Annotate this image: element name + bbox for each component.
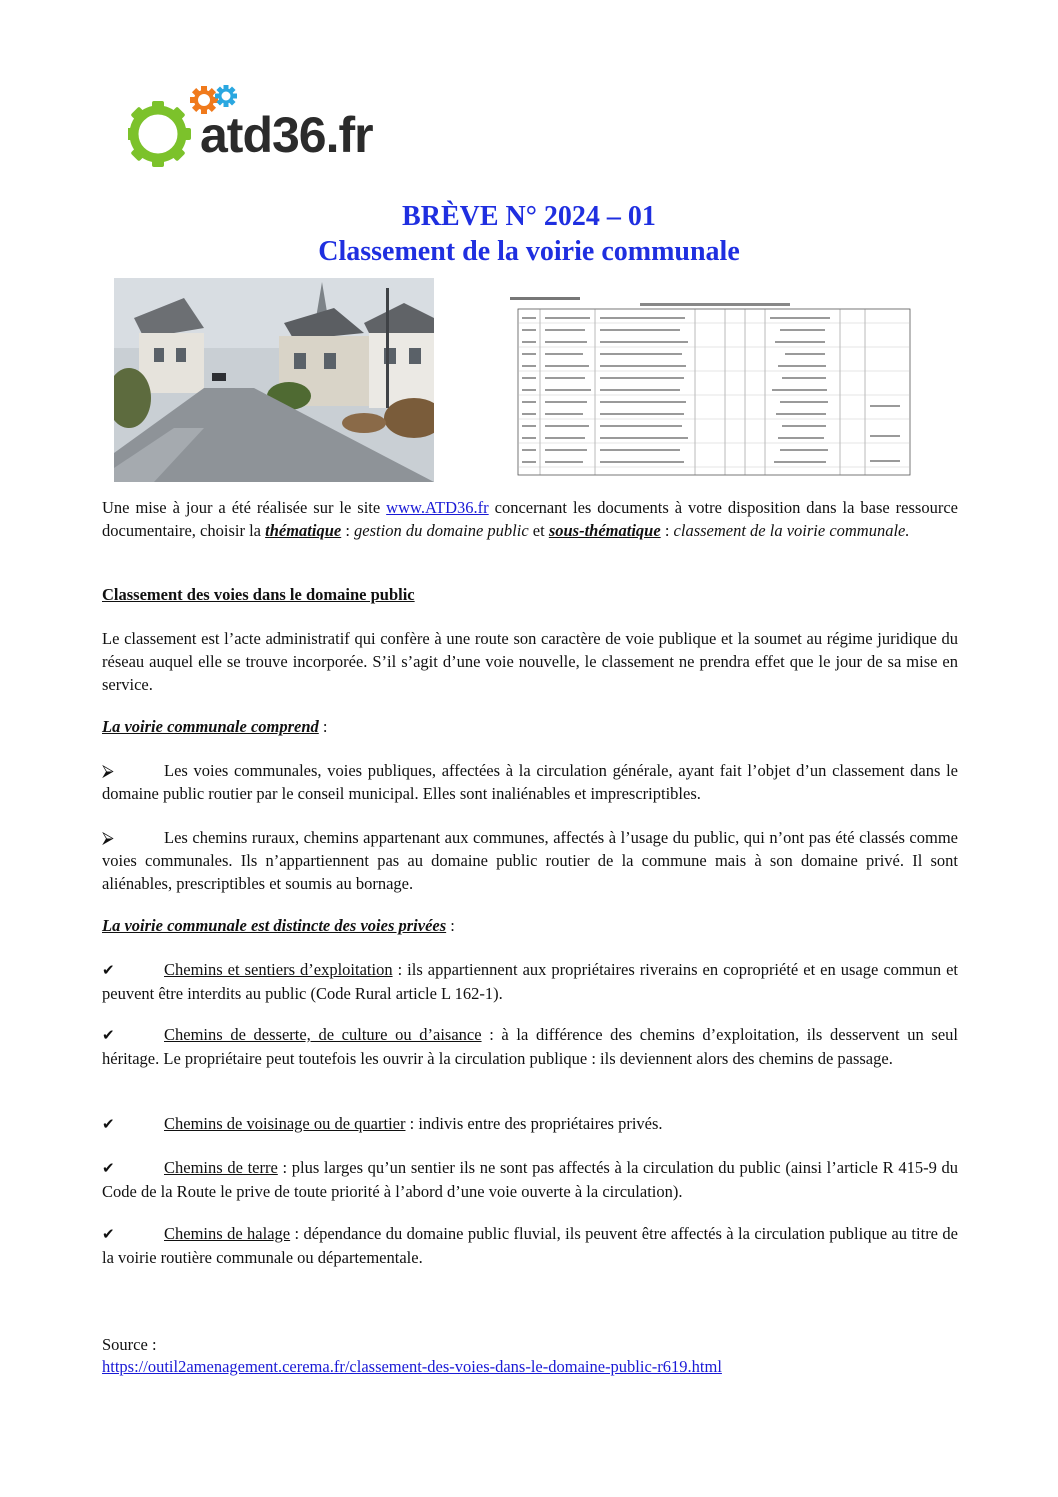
term: Chemins de desserte, de culture ou d’aisance [164,1025,482,1044]
list-item [102,1156,958,1203]
intro-text-3: : [341,521,355,540]
arrow-bullet-icon: ⮚ [102,828,114,847]
checkmark-icon: ✔ [102,1225,115,1243]
classification-table-image [510,295,915,483]
sous-thematique-value: classement de la voirie communale. [673,521,910,540]
title-line-1: BRÈVE N° 2024 – 01 [402,201,656,232]
section3-heading-text: La voirie communale est distincte des voies privées [102,916,447,935]
section-heading-classement [102,583,958,606]
source-block [102,1355,958,1378]
definition: : à la différence des chemins d’exploitation, ils desservent un seul héritage. Le propriétaire peut toutefois les ouvrir à la circulation publique : ils deviennent alors des chemins de passage. [102,1025,959,1068]
checkmark-icon: ✔ [102,1026,115,1044]
intro-text-2: concernant les documents à votre disposition dans la base ressource documentaire, choisir la [102,498,958,540]
checkmark-icon: ✔ [102,961,115,979]
intro-paragraph [102,496,958,542]
definition: : dépendance du domaine public fluvial, ils peuvent être affectés à la circulation publique au titre de la voirie routière communale ou départementale. [102,1224,958,1267]
term: Chemins et sentiers d’exploitation [164,960,393,979]
title-line-2: Classement de la voirie communale [318,236,740,267]
term: Chemins de voisinage ou de quartier [164,1114,406,1133]
list-item [102,958,958,1005]
definition: : indivis entre des propriétaires privés. [405,1114,663,1133]
logo-text: atd36.fr [200,107,373,163]
list-item [102,759,958,805]
document-title [0,200,1058,270]
list-item [102,1222,958,1269]
section-heading-voies-privees [102,914,958,937]
section1-heading-text: Classement des voies dans le domaine public [102,585,415,604]
source-link[interactable]: https://outil2amenagement.cerema.fr/classement-des-voies-dans-le-domaine-public-r619.html [102,1357,722,1376]
list-item-text: Les chemins ruraux, chemins appartenant aux communes, affectés à l’usage du public, qui n’ont pas été classés comme voies communales. Ils n’appartiennent pas au domaine public routier de la commune mais à son domaine privé. Il sont aliénables, prescriptibles et soumis au bornage. [102,828,958,893]
section-heading-voirie-comprend [102,715,958,738]
term: Chemins de halage [164,1224,291,1243]
street-photo [114,278,434,482]
intro-text-1: Une mise à jour a été réalisée sur le site [102,498,387,517]
term: Chemins de terre [164,1158,278,1177]
sous-thematique-label: sous-thématique [548,521,661,540]
list-item [102,826,958,895]
section2-heading-text: La voirie communale comprend [102,717,319,736]
thematique-label: thématique [265,521,342,540]
arrow-bullet-icon: ⮚ [102,761,114,780]
source-label: Source : [102,1335,157,1354]
checkmark-icon: ✔ [102,1159,115,1177]
checkmark-icon: ✔ [102,1115,115,1133]
intro-text-5: : [660,521,674,540]
definition: : plus larges qu’un sentier ils ne sont pas affectés à la circulation du public (ainsi l’article R 415-9 du Code de la Route le prive de toute priorité à l’abord d’une voie ouverte à la circulation). [102,1158,958,1201]
thematique-value: gestion du domaine public [354,521,529,540]
list-item [102,1023,958,1070]
definition: : ils appartiennent aux propriétaires riverains en copropriété et en usage commun et peuvent être interdits au public (Code Rural article L 162-1). [102,960,958,1003]
list-item-text: Les voies communales, voies publiques, affectées à la circulation générale, ayant fait l’objet d’un classement dans le domaine public routier par le conseil municipal. Elles sont inaliénables et imprescriptibles. [102,761,958,803]
atd36-logo [128,84,428,184]
atd36-site-link[interactable]: www.ATD36.fr [386,498,489,517]
section2-heading-suffix: : [318,717,328,736]
intro-text-4: et [528,521,549,540]
list-item [102,1112,958,1136]
section3-heading-suffix: : [446,916,455,935]
section1-paragraph: Le classement est l’acte administratif qui confère à une route son caractère de voie publique et la soumet au régime juridique du réseau auquel elle se trouve incorporée. S’il s’agit d’une voie nouvelle, le classement ne prendra effet que le jour de sa mise en service. [102,629,958,694]
